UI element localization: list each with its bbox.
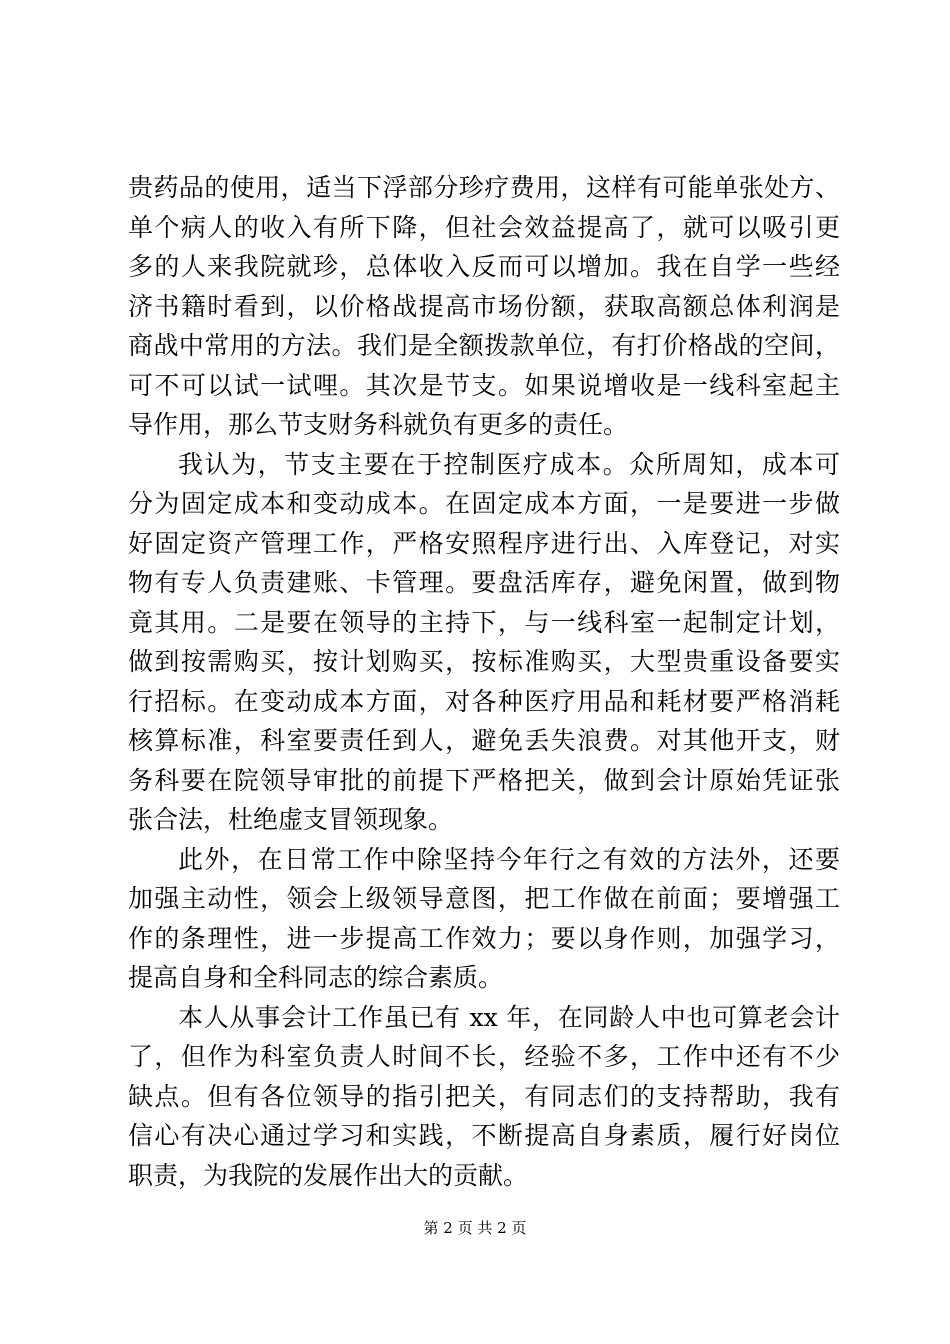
text-line: 商战中常用的方法。我们是全额拨款单位，有打价格战的空间， — [128, 331, 840, 360]
text-line: 提高自身和全科同志的综合素质。 — [128, 963, 504, 992]
text-line: 核算标准，科室要责任到人，避免丢失浪费。对其他开支，财 — [128, 726, 840, 755]
text-line: 信心有决心通过学习和实践，不断提高自身素质，履行好岗位 — [128, 1121, 840, 1150]
text-line: 务科要在院领导审批的前提下严格把关，做到会计原始凭证张 — [128, 765, 840, 795]
text-line: 多的人来我院就珍，总体收入反而可以增加。我在自学一些经 — [128, 252, 840, 281]
text-line: 单个病人的收入有所下降，但社会效益提高了，就可以吸引更 — [128, 212, 840, 242]
text-line: 好固定资产管理工作，严格安照程序进行出、入库登记，对实 — [128, 528, 840, 558]
text-line: 分为固定成本和变动成本。在固定成本方面，一是要进一步做 — [128, 489, 840, 518]
text-line: 了，但作为科室负责人时间不长，经验不多，工作中还有不少 — [128, 1042, 840, 1071]
text-line: 做到按需购买，按计划购买，按标准购买，大型贵重设备要实 — [128, 647, 840, 676]
text-line: 济书籍时看到，以价格战提高市场份额，获取高额总体利润是 — [128, 291, 840, 321]
text-line: 导作用，那么节支财务科就负有更多的责任。 — [128, 410, 629, 439]
text-line: 职责，为我院的发展作出大的贡献。 — [128, 1160, 529, 1190]
text-line: 可不可以试一试哩。其次是节支。如果说增收是一线科室起主 — [128, 370, 840, 400]
text-line: 贵药品的使用，适当下浮部分珍疗费用，这样有可能单张处方、 — [128, 173, 840, 202]
paragraph-first-line: 此外，在日常工作中除坚持今年行之有效的方法外，还要 — [178, 844, 840, 874]
text-line: 竟其用。二是要在领导的主持下，与一线科室一起制定计划， — [128, 607, 840, 637]
text-line: 张合法，杜绝虚支冒领现象。 — [128, 805, 454, 834]
paragraph-first-line: 我认为，节支主要在于控制医疗成本。众所周知，成本可 — [178, 449, 840, 479]
paragraph-first-line: 本人从事会计工作虽已有 xx 年，在同龄人中也可算老会计 — [178, 1002, 840, 1032]
text-line: 行招标。在变动成本方面，对各种医疗用品和耗材要严格消耗 — [128, 686, 840, 716]
page-number-footer: 第 2 页 共 2 页 — [423, 1219, 527, 1237]
document-body — [128, 168, 840, 1195]
text-line: 物有专人负责建账、卡管理。要盘活库存，避免闲置，做到物 — [128, 568, 840, 597]
text-line: 加强主动性，领会上级领导意图，把工作做在前面；要增强工 — [128, 884, 840, 913]
text-line: 作的条理性，进一步提高工作效力；要以身作则，加强学习， — [128, 923, 840, 953]
text-line: 缺点。但有各位领导的指引把关，有同志们的支持帮助，我有 — [128, 1081, 840, 1111]
